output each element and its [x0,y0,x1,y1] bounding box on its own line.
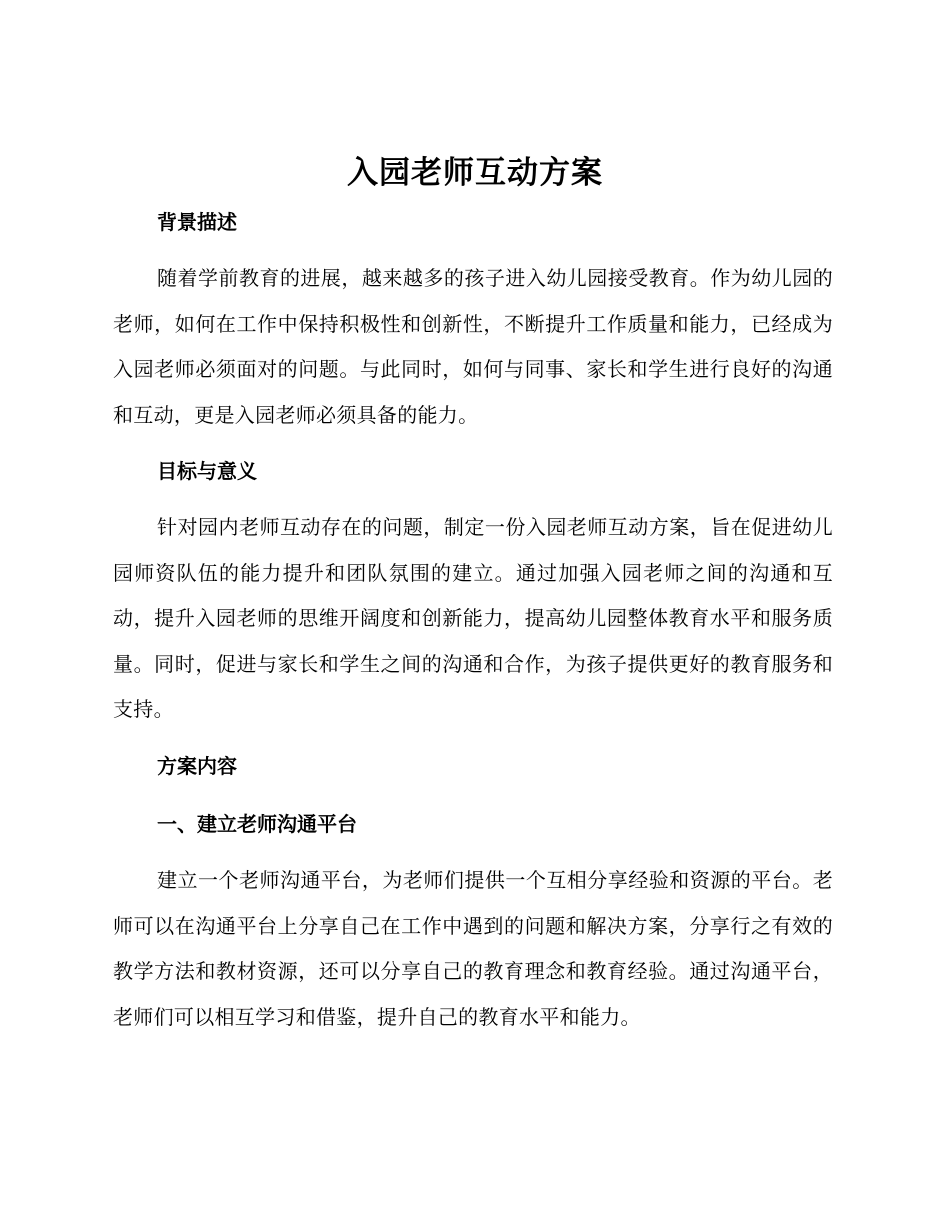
document-title: 入园老师互动方案 [347,155,603,191]
section-paragraph-communication-platform: 建立一个老师沟通平台，为老师们提供一个互相分享经验和资源的平台。老师可以在沟通平台上分享自己在工作中遇到的问题和解决方案，分享行之有效的教学方法和教材资源，还可以分享自己的教育理念和教育经验。通过沟通平台，老师们可以相互学习和借鉴，提升自己的教育水平和能力。 [113,868,833,1029]
section-paragraph-background: 随着学前教育的进展，越来越多的孩子进入幼儿园接受教育。作为幼儿园的老师，如何在工作中保持积极性和创新性，不断提升工作质量和能力，已经成为入园老师必须面对的问题。与此同时，如何与同事、家长和学生进行良好的沟通和互动，更是入园老师必须具备的能力。 [113,266,833,427]
section-heading-background: 背景描述 [157,210,237,234]
section-heading-goals: 目标与意义 [157,459,257,483]
section-paragraph-goals: 针对园内老师互动存在的问题，制定一份入园老师互动方案，旨在促进幼儿园师资队伍的能力提升和团队氛围的建立。通过加强入园老师之间的沟通和互动，提升入园老师的思维开阔度和创新能力，提高幼儿园整体教育水平和服务质量。同时，促进与家长和学生之间的沟通和合作，为孩子提供更好的教育服务和支持。 [113,515,833,721]
section-heading-communication-platform: 一、建立老师沟通平台 [157,812,357,836]
section-heading-plan-content: 方案内容 [157,754,237,778]
